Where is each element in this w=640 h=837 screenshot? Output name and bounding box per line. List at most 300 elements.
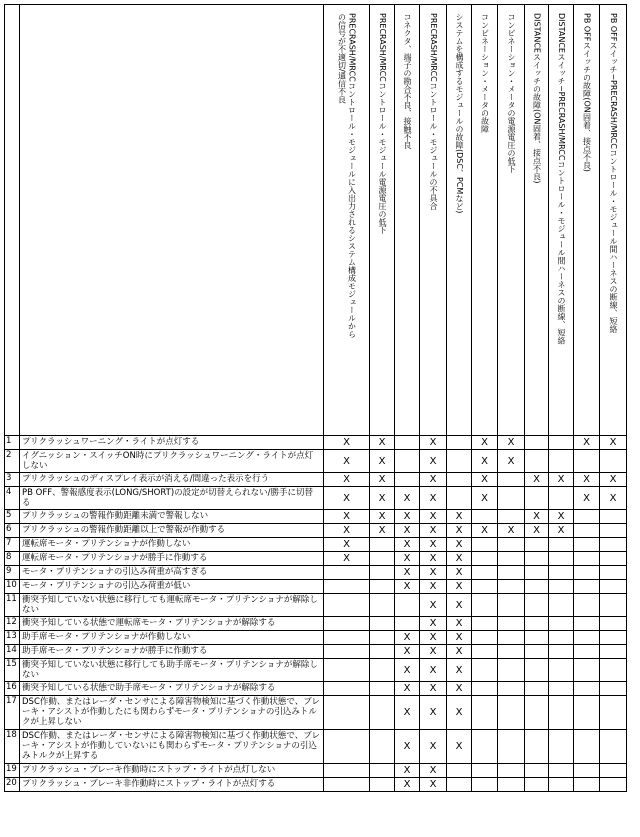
cause-header-label: コネクタ、端子の勘合不良、接触不良 (403, 13, 412, 149)
symptom-text: プリクラッシュの警報作動距離以上で警報が作動する (20, 524, 324, 538)
cause-mark-cell (472, 594, 498, 617)
cause-mark-cell (525, 617, 549, 631)
cause-mark-cell (574, 552, 600, 566)
cause-mark-cell (549, 659, 574, 682)
cause-mark-cell (324, 631, 370, 645)
cause-mark-cell (370, 617, 395, 631)
cause-mark-cell (549, 682, 574, 696)
cause-mark-cell (600, 682, 627, 696)
cause-mark-cell (525, 730, 549, 764)
cause-mark-cell: X (324, 538, 370, 552)
table-row (5, 487, 627, 510)
cause-mark-cell (370, 682, 395, 696)
cause-mark-cell: X (420, 450, 447, 473)
cause-mark-cell: X (420, 473, 447, 487)
cause-mark-cell (472, 645, 498, 659)
cause-mark-cell (600, 538, 627, 552)
row-number: 10 (5, 580, 20, 594)
cause-mark-cell: X (525, 510, 549, 524)
cause-mark-cell (549, 764, 574, 778)
cause-mark-cell: X (472, 487, 498, 510)
row-number: 13 (5, 631, 20, 645)
row-number: 18 (5, 730, 20, 764)
cause-mark-cell (525, 450, 549, 473)
cause-mark-cell: X (420, 682, 447, 696)
cause-mark-cell (549, 566, 574, 580)
cause-mark-cell: X (324, 524, 370, 538)
cause-mark-cell (498, 778, 525, 792)
symptom-text: 衝突予知している状態で運転席モータ・プリテンショナが解除する (20, 617, 324, 631)
cause-mark-cell (370, 594, 395, 617)
cause-mark-cell (447, 764, 472, 778)
cause-mark-cell (549, 538, 574, 552)
cause-mark-cell (498, 566, 525, 580)
cause-mark-cell (472, 659, 498, 682)
table-row (5, 696, 627, 730)
cause-mark-cell (498, 617, 525, 631)
cause-mark-cell: X (324, 552, 370, 566)
cause-mark-cell (370, 696, 395, 730)
cause-mark-cell (472, 580, 498, 594)
cause-mark-cell (600, 696, 627, 730)
table-row (5, 566, 627, 580)
table-row (5, 778, 627, 792)
cause-mark-cell: X (420, 552, 447, 566)
cause-mark-cell: X (472, 524, 498, 538)
cause-mark-cell: X (395, 778, 420, 792)
cause-mark-cell (395, 473, 420, 487)
cause-mark-cell (574, 659, 600, 682)
cause-mark-cell (324, 566, 370, 580)
cause-mark-cell: X (324, 436, 370, 450)
cause-mark-cell: X (447, 682, 472, 696)
cause-mark-cell (498, 659, 525, 682)
cause-mark-cell (447, 450, 472, 473)
table-row (5, 552, 627, 566)
cause-mark-cell (324, 730, 370, 764)
cause-mark-cell: X (574, 473, 600, 487)
cause-mark-cell (324, 696, 370, 730)
cause-mark-cell (574, 510, 600, 524)
cause-mark-cell (549, 594, 574, 617)
table-row (5, 730, 627, 764)
cause-mark-cell: X (395, 524, 420, 538)
cause-mark-cell (498, 764, 525, 778)
cause-mark-cell: X (395, 510, 420, 524)
row-number: 1 (5, 436, 20, 450)
row-number: 4 (5, 487, 20, 510)
cause-mark-cell (600, 617, 627, 631)
cause-mark-cell (525, 580, 549, 594)
row-number: 9 (5, 566, 20, 580)
cause-mark-cell (370, 566, 395, 580)
cause-mark-cell: X (447, 645, 472, 659)
table-row (5, 510, 627, 524)
cause-mark-cell (498, 696, 525, 730)
cause-mark-cell (472, 617, 498, 631)
cause-mark-cell (370, 764, 395, 778)
cause-mark-cell: X (370, 473, 395, 487)
cause-mark-cell (549, 450, 574, 473)
cause-mark-cell: X (395, 645, 420, 659)
table-row (5, 764, 627, 778)
table-row (5, 524, 627, 538)
cause-mark-cell (574, 566, 600, 580)
cause-mark-cell (525, 594, 549, 617)
cause-mark-cell: X (395, 682, 420, 696)
cause-mark-cell: X (420, 487, 447, 510)
symptom-text: プリクラッシュのディスプレイ表示が消える/間違った表示を行う (20, 473, 324, 487)
symptom-text: イグニッション・スイッチON時にプリクラッシュワーニング・ライトが点灯しない (20, 450, 324, 473)
cause-mark-cell: X (447, 524, 472, 538)
cause-mark-cell (574, 778, 600, 792)
cause-mark-cell: X (420, 436, 447, 450)
cause-mark-cell: X (395, 487, 420, 510)
cause-mark-cell: X (370, 487, 395, 510)
cause-mark-cell (324, 594, 370, 617)
cause-header-6 (472, 5, 498, 436)
cause-header-label: コンビネーション・メータの故障 (480, 13, 490, 133)
cause-mark-cell (600, 566, 627, 580)
cause-mark-cell (574, 524, 600, 538)
cause-mark-cell (472, 778, 498, 792)
cause-mark-cell (600, 552, 627, 566)
cause-mark-cell (525, 552, 549, 566)
cause-mark-cell: X (420, 696, 447, 730)
cause-mark-cell (472, 566, 498, 580)
cause-mark-cell (525, 631, 549, 645)
cause-mark-cell (324, 682, 370, 696)
cause-mark-cell (370, 552, 395, 566)
row-number: 19 (5, 764, 20, 778)
cause-header-label: コンビネーション・メータの電源電圧の低下 (507, 13, 516, 173)
cause-mark-cell (324, 659, 370, 682)
cause-mark-cell: X (420, 594, 447, 617)
cause-mark-cell (472, 696, 498, 730)
cause-header-9 (549, 5, 574, 436)
symptom-text: 運転席モータ・プリテンショナが勝手に作動する (20, 552, 324, 566)
cause-mark-cell (370, 580, 395, 594)
cause-mark-cell (600, 580, 627, 594)
cause-mark-cell (324, 645, 370, 659)
cause-mark-cell: X (447, 594, 472, 617)
cause-header-label: PB OFFスイッチの故障(ON固着、接点不良) (582, 13, 592, 172)
cause-mark-cell (370, 778, 395, 792)
symptom-cause-table (4, 4, 627, 792)
symptom-text: モータ・プリテンショナの引込み荷重が高すぎる (20, 566, 324, 580)
cause-mark-cell: X (370, 510, 395, 524)
table-row (5, 617, 627, 631)
row-number: 20 (5, 778, 20, 792)
cause-mark-cell (549, 696, 574, 730)
cause-mark-cell (574, 538, 600, 552)
row-number: 5 (5, 510, 20, 524)
row-number: 6 (5, 524, 20, 538)
symptom-text: DSC作動、またはレーダ・センサによる障害物検知に基づく作動状態で、ブレーキ・アシストが作動していないにも関わらずモータ・プリテンショナの引込みトルクが上昇する (20, 730, 324, 764)
cause-mark-cell (574, 730, 600, 764)
cause-mark-cell: X (525, 524, 549, 538)
cause-mark-cell: X (447, 566, 472, 580)
cause-mark-cell (498, 580, 525, 594)
cause-mark-cell (472, 552, 498, 566)
cause-mark-cell (447, 778, 472, 792)
cause-header-11 (600, 5, 627, 436)
symptom-text: 運転席モータ・プリテンショナが作動しない (20, 538, 324, 552)
cause-mark-cell (525, 566, 549, 580)
cause-mark-cell: X (370, 524, 395, 538)
cause-mark-cell: X (395, 631, 420, 645)
cause-mark-cell (549, 487, 574, 510)
cause-mark-cell: X (549, 473, 574, 487)
cause-mark-cell: X (574, 487, 600, 510)
cause-mark-cell: X (447, 631, 472, 645)
cause-mark-cell (574, 682, 600, 696)
cause-mark-cell: X (498, 436, 525, 450)
cause-mark-cell (370, 645, 395, 659)
cause-mark-cell (525, 696, 549, 730)
cause-header-label: PRECRASH/MRCCコントロール・モジュール電源電圧の低下 (378, 13, 387, 234)
symptom-text: プリクラッシュの警報作動距離未満で警報しない (20, 510, 324, 524)
cause-header-4 (420, 5, 447, 436)
cause-mark-cell (395, 594, 420, 617)
cause-mark-cell (525, 487, 549, 510)
row-number: 15 (5, 659, 20, 682)
cause-mark-cell: X (395, 566, 420, 580)
cause-header-label: DISTANCEスイッチ−PRECRASH/MRCCコントロール・モジュール間ハーネスの断線、短絡 (557, 13, 566, 345)
cause-mark-cell (549, 778, 574, 792)
cause-mark-cell (574, 580, 600, 594)
diagnosis-table-container (4, 4, 627, 792)
header-blank-number (5, 5, 20, 436)
cause-mark-cell: X (600, 473, 627, 487)
table-row (5, 659, 627, 682)
cause-mark-cell (498, 631, 525, 645)
cause-mark-cell (324, 580, 370, 594)
cause-mark-cell: X (324, 473, 370, 487)
cause-mark-cell (498, 552, 525, 566)
cause-mark-cell (498, 538, 525, 552)
table-row (5, 645, 627, 659)
cause-mark-cell (600, 594, 627, 617)
cause-mark-cell: X (395, 552, 420, 566)
cause-header-label: DISTANCEスイッチの故障(ON固着、接点不良) (532, 13, 542, 184)
cause-header-1 (324, 5, 370, 436)
cause-mark-cell (600, 631, 627, 645)
cause-mark-cell (498, 473, 525, 487)
cause-mark-cell: X (395, 764, 420, 778)
cause-mark-cell (600, 524, 627, 538)
row-number: 7 (5, 538, 20, 552)
cause-mark-cell (574, 594, 600, 617)
symptom-text: プリクラッシュ・ブレーキ作動時にストップ・ライトが点灯しない (20, 764, 324, 778)
row-number: 3 (5, 473, 20, 487)
cause-mark-cell (370, 631, 395, 645)
cause-mark-cell (498, 682, 525, 696)
cause-mark-cell: X (420, 778, 447, 792)
table-row (5, 580, 627, 594)
symptom-text: 衝突予知していない状態に移行しても助手席モータ・プリテンショナが解除しない (20, 659, 324, 682)
table-row (5, 538, 627, 552)
cause-mark-cell: X (447, 510, 472, 524)
cause-mark-cell: X (498, 450, 525, 473)
cause-mark-cell: X (549, 524, 574, 538)
cause-mark-cell: X (420, 538, 447, 552)
symptom-text: 衝突予知している状態で助手席モータ・プリテンショナが解除する (20, 682, 324, 696)
table-row (5, 594, 627, 617)
cause-mark-cell: X (420, 764, 447, 778)
cause-mark-cell: X (395, 580, 420, 594)
cause-mark-cell (525, 778, 549, 792)
cause-mark-cell (370, 730, 395, 764)
cause-mark-cell (370, 659, 395, 682)
cause-header-2 (370, 5, 395, 436)
cause-header-label: PRECRASH/MRCCコントロール・モジュールの不具合 (429, 13, 438, 210)
cause-header-5 (447, 5, 472, 436)
cause-mark-cell: X (420, 580, 447, 594)
cause-mark-cell: X (472, 436, 498, 450)
cause-mark-cell: X (420, 566, 447, 580)
symptom-text: 助手席モータ・プリテンショナが勝手に作動する (20, 645, 324, 659)
cause-mark-cell (324, 778, 370, 792)
cause-mark-cell (574, 617, 600, 631)
cause-mark-cell: X (395, 696, 420, 730)
cause-mark-cell (525, 682, 549, 696)
cause-mark-cell (549, 552, 574, 566)
table-row (5, 473, 627, 487)
cause-mark-cell (472, 538, 498, 552)
cause-mark-cell (600, 510, 627, 524)
header-blank-symptom (20, 5, 324, 436)
cause-mark-cell: X (324, 487, 370, 510)
cause-mark-cell (472, 510, 498, 524)
cause-mark-cell: X (525, 473, 549, 487)
symptom-text: プリクラッシュ・ブレーキ非作動時にストップ・ライトが点灯する (20, 778, 324, 792)
cause-mark-cell (472, 682, 498, 696)
cause-mark-cell (324, 764, 370, 778)
cause-mark-cell: X (370, 436, 395, 450)
symptom-text: プリクラッシュワーニング・ライトが点灯する (20, 436, 324, 450)
cause-mark-cell (549, 617, 574, 631)
cause-mark-cell: X (420, 730, 447, 764)
cause-mark-cell (447, 473, 472, 487)
cause-mark-cell: X (395, 659, 420, 682)
cause-mark-cell (395, 436, 420, 450)
cause-mark-cell (525, 659, 549, 682)
cause-mark-cell (324, 617, 370, 631)
cause-header-label: PB OFFスイッチ−PRECRASH/MRCCコントロール・モジュール間ハーネスの断線、短絡 (609, 13, 618, 333)
row-number: 11 (5, 594, 20, 617)
cause-mark-cell: X (472, 473, 498, 487)
cause-mark-cell: X (370, 450, 395, 473)
header-row (5, 5, 627, 436)
cause-header-3 (395, 5, 420, 436)
cause-mark-cell: X (447, 538, 472, 552)
symptom-text: PB OFF、警報感度表示(LONG/SHORT)の設定が切替えられない/勝手に切替る (20, 487, 324, 510)
cause-mark-cell: X (447, 580, 472, 594)
row-number: 8 (5, 552, 20, 566)
cause-mark-cell (549, 580, 574, 594)
cause-mark-cell (395, 450, 420, 473)
cause-header-8 (525, 5, 549, 436)
cause-mark-cell (370, 538, 395, 552)
cause-mark-cell (447, 436, 472, 450)
row-number: 14 (5, 645, 20, 659)
table-row (5, 682, 627, 696)
cause-mark-cell: X (420, 645, 447, 659)
cause-mark-cell: X (447, 552, 472, 566)
cause-mark-cell (600, 645, 627, 659)
cause-mark-cell (498, 487, 525, 510)
cause-mark-cell (549, 436, 574, 450)
cause-mark-cell: X (324, 450, 370, 473)
row-number: 2 (5, 450, 20, 473)
cause-mark-cell (498, 645, 525, 659)
cause-mark-cell: X (549, 510, 574, 524)
row-number: 12 (5, 617, 20, 631)
cause-mark-cell (498, 510, 525, 524)
cause-mark-cell: X (600, 436, 627, 450)
cause-mark-cell: X (395, 538, 420, 552)
cause-mark-cell (395, 617, 420, 631)
table-row (5, 436, 627, 450)
cause-mark-cell (574, 696, 600, 730)
cause-mark-cell: X (420, 617, 447, 631)
cause-mark-cell (549, 645, 574, 659)
cause-mark-cell (525, 645, 549, 659)
cause-mark-cell (574, 764, 600, 778)
cause-header-7 (498, 5, 525, 436)
cause-mark-cell: X (420, 631, 447, 645)
cause-mark-cell: X (420, 524, 447, 538)
row-number: 16 (5, 682, 20, 696)
cause-mark-cell (472, 730, 498, 764)
cause-mark-cell: X (600, 487, 627, 510)
cause-mark-cell (498, 730, 525, 764)
symptom-text: 助手席モータ・プリテンショナが作動しない (20, 631, 324, 645)
cause-mark-cell (472, 631, 498, 645)
cause-mark-cell: X (420, 510, 447, 524)
row-number: 17 (5, 696, 20, 730)
cause-mark-cell: X (395, 730, 420, 764)
cause-mark-cell (574, 450, 600, 473)
cause-mark-cell: X (574, 436, 600, 450)
cause-mark-cell (600, 659, 627, 682)
cause-mark-cell (600, 778, 627, 792)
cause-mark-cell (600, 730, 627, 764)
cause-mark-cell: X (472, 450, 498, 473)
symptom-text: 衝突予知していない状態に移行しても運転席モータ・プリテンショナが解除しない (20, 594, 324, 617)
cause-mark-cell (600, 450, 627, 473)
cause-mark-cell: X (447, 659, 472, 682)
cause-mark-cell: X (447, 730, 472, 764)
cause-mark-cell (600, 764, 627, 778)
cause-mark-cell (574, 645, 600, 659)
cause-mark-cell: X (498, 524, 525, 538)
cause-header-label: システムを構成するモジュールの故障(DSC、PCMなど) (455, 13, 464, 214)
cause-mark-cell (525, 764, 549, 778)
cause-mark-cell (498, 594, 525, 617)
cause-mark-cell (525, 436, 549, 450)
cause-mark-cell: X (324, 510, 370, 524)
cause-mark-cell (574, 631, 600, 645)
table-row (5, 631, 627, 645)
cause-mark-cell (549, 730, 574, 764)
cause-mark-cell: X (447, 617, 472, 631)
cause-mark-cell (472, 764, 498, 778)
table-row (5, 450, 627, 473)
symptom-text: モータ・プリテンショナの引込み荷重が低い (20, 580, 324, 594)
cause-mark-cell (549, 631, 574, 645)
